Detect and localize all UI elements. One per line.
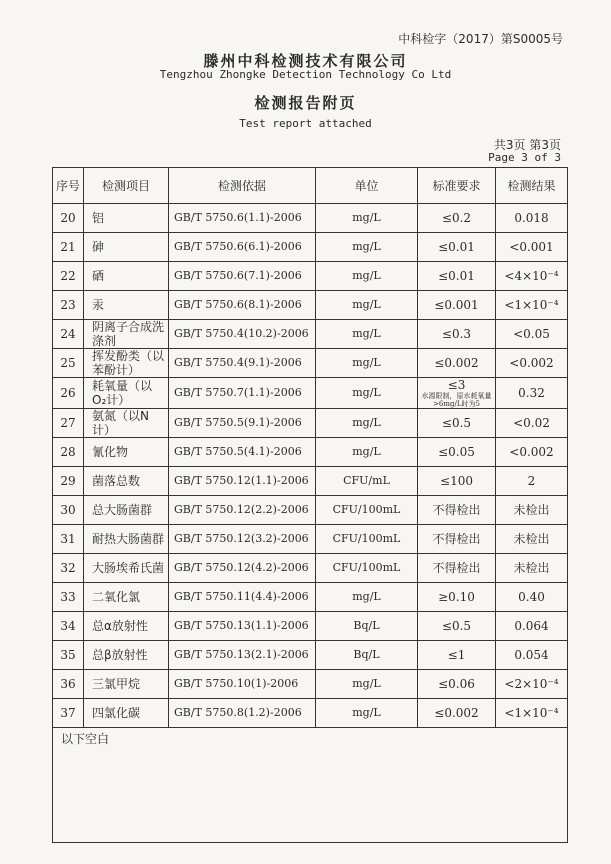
cell-standard: ≤0.01 [418,233,496,262]
cell-serial-no: 32 [53,554,84,583]
header-result: 检测结果 [496,168,568,204]
cell-test-basis: GB/T 5750.10(1)-2006 [169,670,316,699]
cell-test-basis: GB/T 5750.12(4.2)-2006 [169,554,316,583]
cell-unit: CFU/100mL [316,554,418,583]
cell-result: 未检出 [496,496,568,525]
cell-result: <1×10⁻⁴ [496,291,568,320]
cell-unit: CFU/mL [316,467,418,496]
table-body [53,204,568,843]
table-row [53,583,568,612]
cell-standard: ≤0.002 [418,349,496,378]
cell-test-basis: GB/T 5750.4(9.1)-2006 [169,349,316,378]
cell-unit: mg/L [316,204,418,233]
cell-result: <0.002 [496,349,568,378]
standard-note: 水源限制，原水耗氧量>6mg/L时为5 [421,392,492,408]
table-row [53,496,568,525]
cell-test-item: 菌落总数 [84,467,169,496]
cell-test-basis: GB/T 5750.6(8.1)-2006 [169,291,316,320]
cell-serial-no: 27 [53,409,84,438]
cell-test-basis: GB/T 5750.5(4.1)-2006 [169,438,316,467]
cell-unit: Bq/L [316,641,418,670]
cell-unit: mg/L [316,233,418,262]
cell-standard: ≤0.5 [418,409,496,438]
cell-test-item: 耗氧量（以O₂计） [84,378,169,409]
cell-test-item: 铝 [84,204,169,233]
report-title-cn: 检测报告附页 [254,94,357,112]
cell-serial-no: 23 [53,291,84,320]
cell-unit: mg/L [316,670,418,699]
cell-serial-no: 36 [53,670,84,699]
header-test-item: 检测项目 [84,168,169,204]
cell-test-basis: GB/T 5750.7(1.1)-2006 [169,378,316,409]
table-row [53,699,568,728]
page-info-en: Page 3 of 3 [488,151,561,164]
table-row [53,291,568,320]
table-row [53,204,568,233]
blank-below-note: 以下空白 [53,728,568,843]
cell-test-item: 汞 [84,291,169,320]
cell-serial-no: 22 [53,262,84,291]
test-results-table [52,167,568,843]
cell-result: <0.001 [496,233,568,262]
cell-test-item: 耐热大肠菌群 [84,525,169,554]
cell-result: 0.018 [496,204,568,233]
cell-standard: ≤0.002 [418,699,496,728]
cell-standard: ≤0.3 [418,320,496,349]
cell-test-basis: GB/T 5750.12(2.2)-2006 [169,496,316,525]
cell-unit: mg/L [316,291,418,320]
header-unit: 单位 [316,168,418,204]
cell-standard: 不得检出 [418,554,496,583]
cell-serial-no: 37 [53,699,84,728]
cell-unit: mg/L [316,262,418,291]
table-row [53,525,568,554]
cell-serial-no: 21 [53,233,84,262]
cell-unit: mg/L [316,438,418,467]
cell-test-item: 三氯甲烷 [84,670,169,699]
table-row [53,409,568,438]
cell-standard: ≥0.10 [418,583,496,612]
cell-result: <0.05 [496,320,568,349]
cell-standard: ≤1 [418,641,496,670]
table-row [53,320,568,349]
cell-unit: CFU/100mL [316,525,418,554]
cell-test-item: 总大肠菌群 [84,496,169,525]
cell-standard: ≤0.001 [418,291,496,320]
cell-test-item: 总α放射性 [84,612,169,641]
cell-standard: 不得检出 [418,525,496,554]
cell-test-basis: GB/T 5750.13(2.1)-2006 [169,641,316,670]
cell-test-basis: GB/T 5750.5(9.1)-2006 [169,409,316,438]
cell-serial-no: 26 [53,378,84,409]
cell-standard: ≤0.2 [418,204,496,233]
cell-test-item: 挥发酚类（以苯酚计） [84,349,169,378]
cell-test-item: 砷 [84,233,169,262]
document-code: 中科检字（2017）第S0005号 [398,32,563,46]
footer-row [53,728,568,843]
cell-result: <0.02 [496,409,568,438]
cell-unit: mg/L [316,699,418,728]
cell-standard: ≤100 [418,467,496,496]
cell-test-item: 总β放射性 [84,641,169,670]
cell-test-basis: GB/T 5750.11(4.4)-2006 [169,583,316,612]
table-row [53,438,568,467]
header-test-basis: 检测依据 [169,168,316,204]
company-name-en: Tengzhou Zhongke Detection Technology Co Ltd [159,68,452,81]
company-name-cn: 滕州中科检测技术有限公司 [203,52,408,70]
cell-result: 2 [496,467,568,496]
header-serial-no: 序号 [53,168,84,204]
cell-test-item: 硒 [84,262,169,291]
cell-test-basis: GB/T 5750.6(7.1)-2006 [169,262,316,291]
cell-standard: 不得检出 [418,496,496,525]
cell-serial-no: 34 [53,612,84,641]
cell-test-item: 二氧化氯 [84,583,169,612]
cell-standard: ≤0.05 [418,438,496,467]
cell-standard: ≤0.06 [418,670,496,699]
cell-unit: mg/L [316,583,418,612]
cell-unit: mg/L [316,409,418,438]
cell-unit: mg/L [316,320,418,349]
header-standard: 标准要求 [418,168,496,204]
cell-serial-no: 28 [53,438,84,467]
cell-serial-no: 24 [53,320,84,349]
standard-value: ≤3 [447,378,466,392]
cell-result: 未检出 [496,525,568,554]
cell-result: <4×10⁻⁴ [496,262,568,291]
cell-test-basis: GB/T 5750.8(1.2)-2006 [169,699,316,728]
table-row [53,467,568,496]
cell-unit: CFU/100mL [316,496,418,525]
cell-test-item: 阴离子合成洗涤剂 [84,320,169,349]
cell-result: 0.40 [496,583,568,612]
table-row [53,349,568,378]
cell-serial-no: 30 [53,496,84,525]
report-title-en: Test report attached [239,117,372,130]
table-header-row [53,168,568,204]
cell-result: 0.054 [496,641,568,670]
cell-result: 0.064 [496,612,568,641]
table-row [53,262,568,291]
cell-unit: Bq/L [316,612,418,641]
cell-test-item: 氨氮（以N计） [84,409,169,438]
cell-serial-no: 25 [53,349,84,378]
cell-serial-no: 33 [53,583,84,612]
cell-result: <0.002 [496,438,568,467]
table-row [53,612,568,641]
table-row [53,233,568,262]
cell-test-basis: GB/T 5750.13(1.1)-2006 [169,612,316,641]
cell-test-basis: GB/T 5750.12(3.2)-2006 [169,525,316,554]
cell-serial-no: 29 [53,467,84,496]
cell-serial-no: 31 [53,525,84,554]
cell-unit: mg/L [316,378,418,409]
cell-test-item: 大肠埃希氏菌 [84,554,169,583]
cell-result: <1×10⁻⁴ [496,699,568,728]
table-row [53,378,568,409]
cell-result: 0.32 [496,378,568,409]
page-info-cn: 共3页 第3页 [493,138,561,152]
cell-result: 未检出 [496,554,568,583]
cell-standard [418,378,496,409]
cell-standard: ≤0.01 [418,262,496,291]
cell-test-basis: GB/T 5750.4(10.2)-2006 [169,320,316,349]
cell-unit: mg/L [316,349,418,378]
cell-result: <2×10⁻⁴ [496,670,568,699]
table-row [53,554,568,583]
cell-serial-no: 35 [53,641,84,670]
table-row [53,670,568,699]
cell-test-item: 氰化物 [84,438,169,467]
cell-test-basis: GB/T 5750.6(1.1)-2006 [169,204,316,233]
cell-test-basis: GB/T 5750.12(1.1)-2006 [169,467,316,496]
cell-test-basis: GB/T 5750.6(6.1)-2006 [169,233,316,262]
cell-test-item: 四氯化碳 [84,699,169,728]
table-row [53,641,568,670]
cell-standard: ≤0.5 [418,612,496,641]
cell-serial-no: 20 [53,204,84,233]
